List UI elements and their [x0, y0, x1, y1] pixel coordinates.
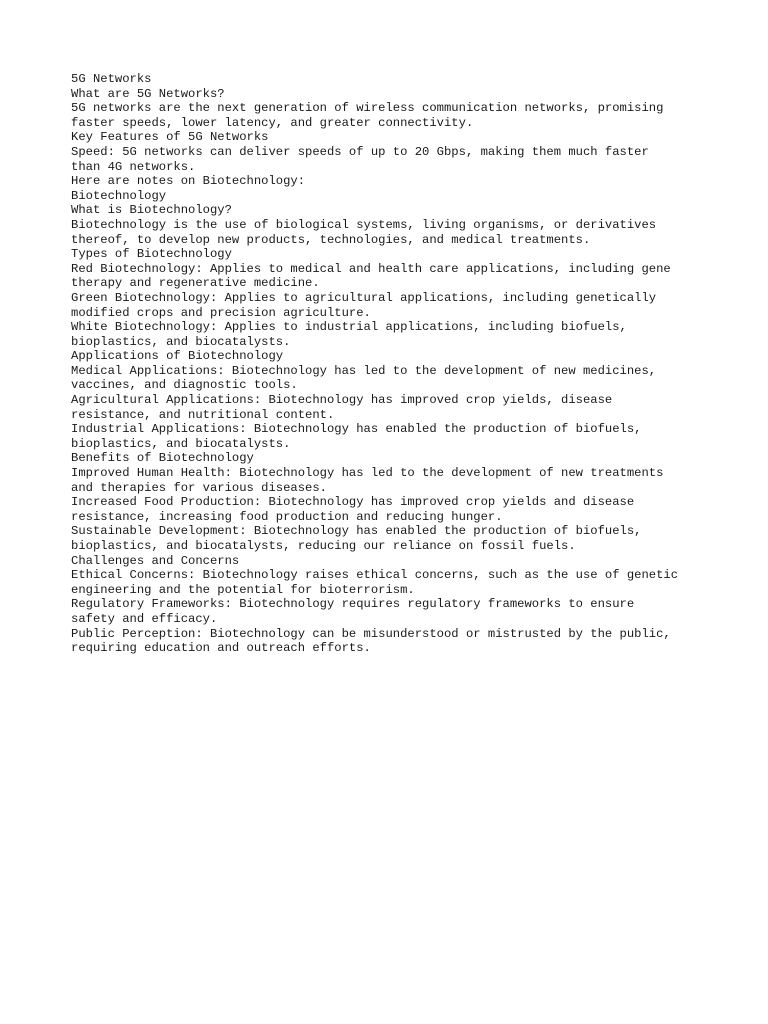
paragraph-line: 5G networks are the next generation of wireless communication networks, promising: [71, 101, 664, 116]
paragraph-line: safety and efficacy.: [71, 611, 218, 626]
paragraph-line: Biotechnology is the use of biological systems, living organisms, or derivatives: [71, 217, 657, 232]
paragraph-line: bioplastics, and biocatalysts.: [71, 436, 291, 451]
section-heading: Benefits of Biotechnology: [71, 451, 254, 466]
paragraph-line: engineering and the potential for bioterrorism.: [71, 582, 415, 597]
document-body: [71, 72, 721, 656]
paragraph-line: resistance, and nutritional content.: [71, 407, 335, 422]
paragraph-line: Improved Human Health: Biotechnology has led to the development of new treatments: [71, 466, 664, 481]
paragraph-line: Speed: 5G networks can deliver speeds of up to 20 Gbps, making them much faster: [71, 144, 649, 159]
paragraph-line: requiring education and outreach efforts.: [71, 641, 371, 656]
section-heading: Challenges and Concerns: [71, 553, 240, 568]
doc-title: 5G Networks: [71, 72, 152, 86]
paragraph-line: therapy and regenerative medicine.: [71, 276, 320, 291]
section-heading: Key Features of 5G Networks: [71, 130, 269, 145]
paragraph-line: Increased Food Production: Biotechnology has improved crop yields and disease: [71, 495, 635, 510]
paragraph-line: and therapies for various diseases.: [71, 480, 327, 495]
paragraph-line: than 4G networks.: [71, 159, 196, 174]
paragraph-line: Red Biotechnology: Applies to medical and health care applications, including gene: [71, 261, 671, 276]
paragraph-line: faster speeds, lower latency, and greater connectivity.: [71, 115, 474, 130]
paragraph-line: modified crops and precision agriculture.: [71, 305, 371, 320]
paragraph-line: vaccines, and diagnostic tools.: [71, 378, 298, 393]
paragraph-line: bioplastics, and biocatalysts, reducing our reliance on fossil fuels.: [71, 539, 576, 553]
section-heading: What is Biotechnology?: [71, 203, 232, 218]
paragraph-line: Industrial Applications: Biotechnology has enabled the production of biofuels,: [71, 422, 642, 437]
paragraph-line: thereof, to develop new products, technologies, and medical treatments.: [71, 232, 591, 247]
paragraph-line: Here are notes on Biotechnology:: [71, 174, 306, 189]
paragraph-line: Ethical Concerns: Biotechnology raises ethical concerns, such as the use of genetic: [71, 568, 679, 583]
paragraph-line: Regulatory Frameworks: Biotechnology requires regulatory frameworks to ensure: [71, 597, 635, 612]
section-heading: What are 5G Networks?: [71, 86, 225, 101]
paragraph-line: Sustainable Development: Biotechnology has enabled the production of biofuels,: [71, 524, 642, 539]
paragraph-line: bioplastics, and biocatalysts.: [71, 334, 291, 349]
paragraph-line: Green Biotechnology: Applies to agricultural applications, including genetically: [71, 290, 657, 305]
section-heading: Types of Biotechnology: [71, 247, 232, 262]
paragraph-line: resistance, increasing food production and reducing hunger.: [71, 509, 503, 524]
paragraph-line: Agricultural Applications: Biotechnology has improved crop yields, disease: [71, 393, 613, 408]
paragraph-line: Public Perception: Biotechnology can be misunderstood or mistrusted by the public,: [71, 626, 671, 641]
section-heading: Applications of Biotechnology: [71, 349, 284, 364]
paragraph-line: Medical Applications: Biotechnology has led to the development of new medicines,: [71, 363, 657, 378]
section-heading: Biotechnology: [71, 188, 167, 203]
paragraph-line: White Biotechnology: Applies to industrial applications, including biofuels,: [71, 320, 627, 335]
